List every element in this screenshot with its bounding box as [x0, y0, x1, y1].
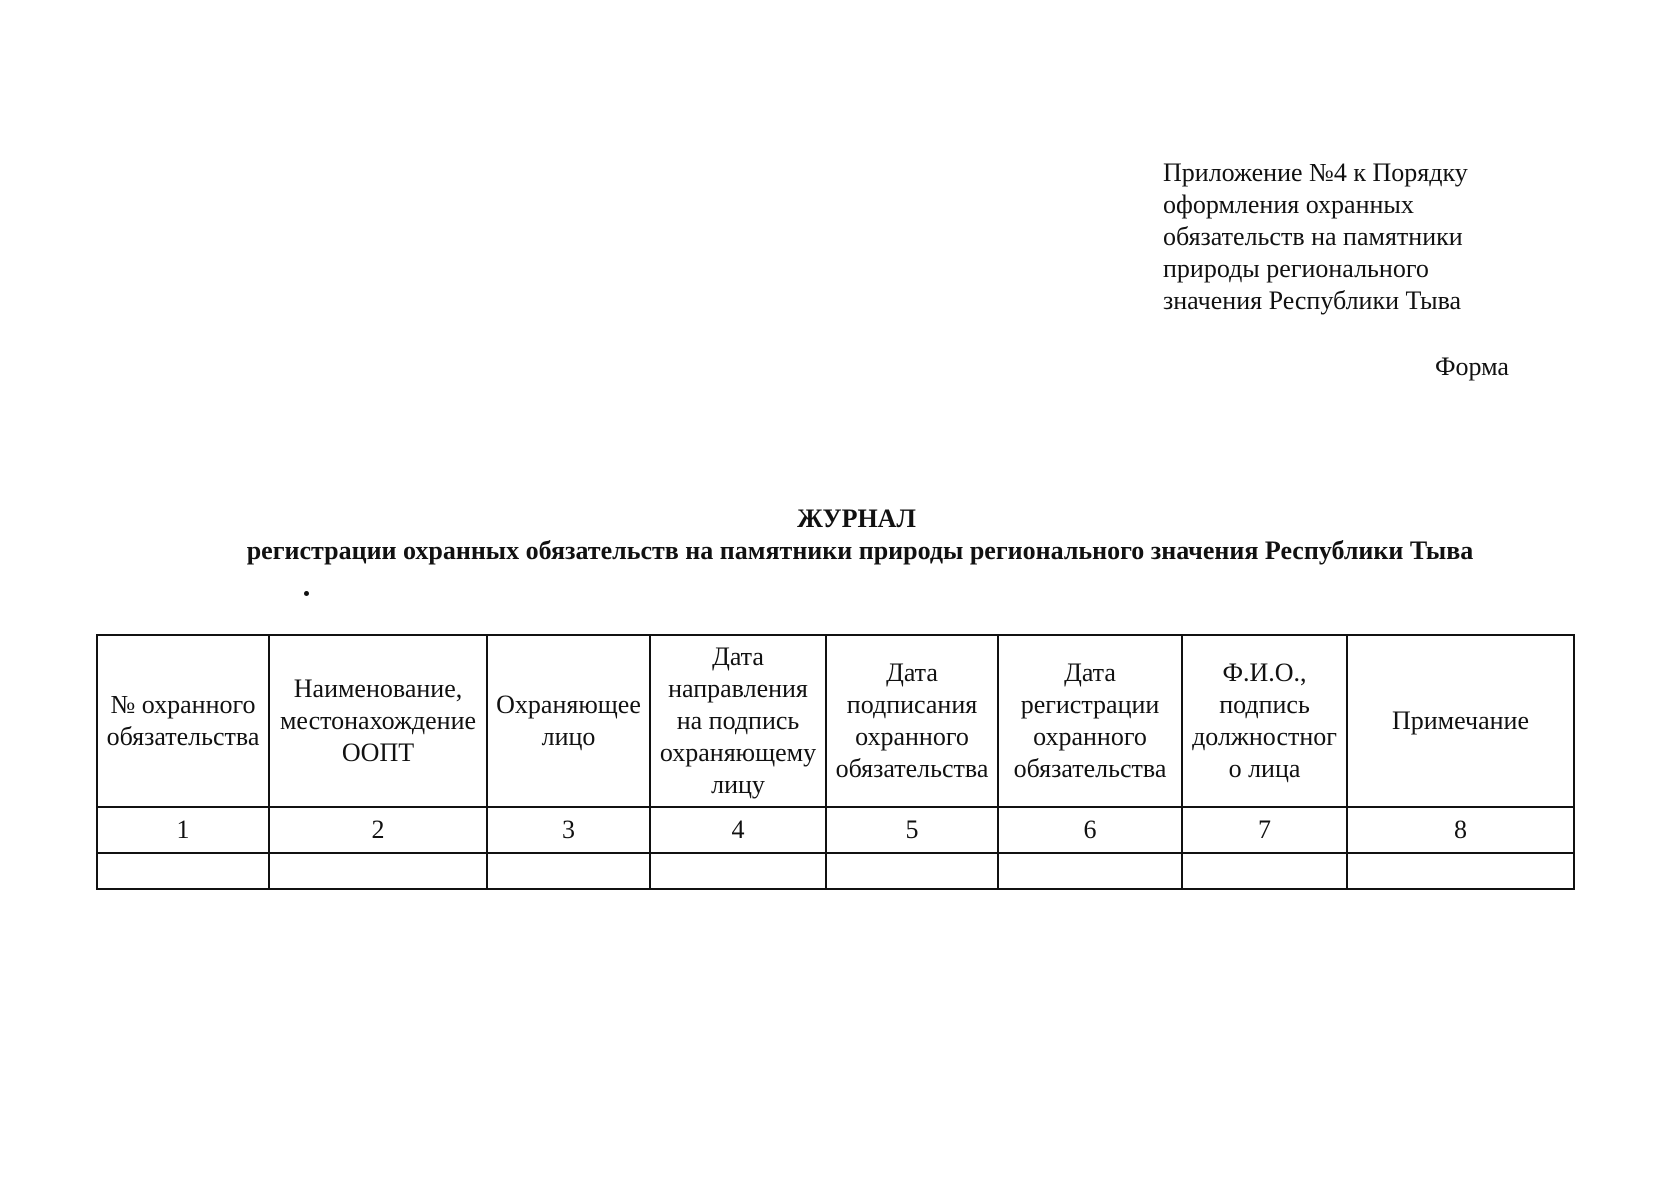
column-number: 4	[650, 807, 826, 853]
column-number-row	[97, 807, 1574, 853]
column-header	[998, 635, 1182, 807]
appendix-line: оформления охранных	[1163, 190, 1414, 219]
form-label: Форма	[1435, 352, 1509, 381]
table-row	[97, 853, 1574, 889]
column-header	[1347, 635, 1574, 807]
table-header-row	[97, 635, 1574, 807]
column-number: 7	[1182, 807, 1347, 853]
appendix-line: значения Республики Тыва	[1163, 286, 1462, 315]
column-header	[97, 635, 269, 807]
column-header	[826, 635, 998, 807]
document-subtitle: регистрации охранных обязательств на памятники природы регионального значения Республики Тыва	[246, 536, 1474, 565]
column-header	[269, 635, 487, 807]
column-header-label: Охраняющее лицо	[496, 690, 641, 751]
column-header-label: Дата подписания охранного обязательства	[835, 658, 989, 783]
column-header	[1182, 635, 1347, 807]
column-header-label: Ф.И.О., подпись должностног о лица	[1192, 658, 1337, 783]
column-header	[487, 635, 650, 807]
appendix-line: обязательств на памятники	[1163, 222, 1463, 251]
scan-dot	[304, 591, 309, 596]
column-header-label: Примечание	[1391, 706, 1530, 735]
column-number: 8	[1347, 807, 1574, 853]
table-cell	[998, 853, 1182, 889]
column-number: 1	[97, 807, 269, 853]
column-number: 6	[998, 807, 1182, 853]
column-header-label: Дата направления на подпись охраняющему лицу	[659, 642, 817, 799]
column-header-label: Дата регистрации охранного обязательства	[1013, 658, 1167, 783]
table-cell	[1182, 853, 1347, 889]
table-cell	[487, 853, 650, 889]
appendix-line: Приложение №4 к Порядку	[1163, 158, 1468, 187]
column-header-label: Наименование, местонахождение ООПТ	[279, 674, 477, 767]
column-header	[650, 635, 826, 807]
table-cell	[97, 853, 269, 889]
table-cell	[269, 853, 487, 889]
appendix-note	[1163, 157, 1523, 317]
table-cell	[826, 853, 998, 889]
document-title: ЖУРНАЛ	[797, 504, 916, 533]
column-number: 3	[487, 807, 650, 853]
column-header-label: № охранного обязательства	[106, 690, 260, 751]
table-cell	[1347, 853, 1574, 889]
journal-table	[96, 634, 1575, 890]
column-number: 2	[269, 807, 487, 853]
column-number: 5	[826, 807, 998, 853]
table-cell	[650, 853, 826, 889]
appendix-line: природы регионального	[1163, 254, 1429, 283]
